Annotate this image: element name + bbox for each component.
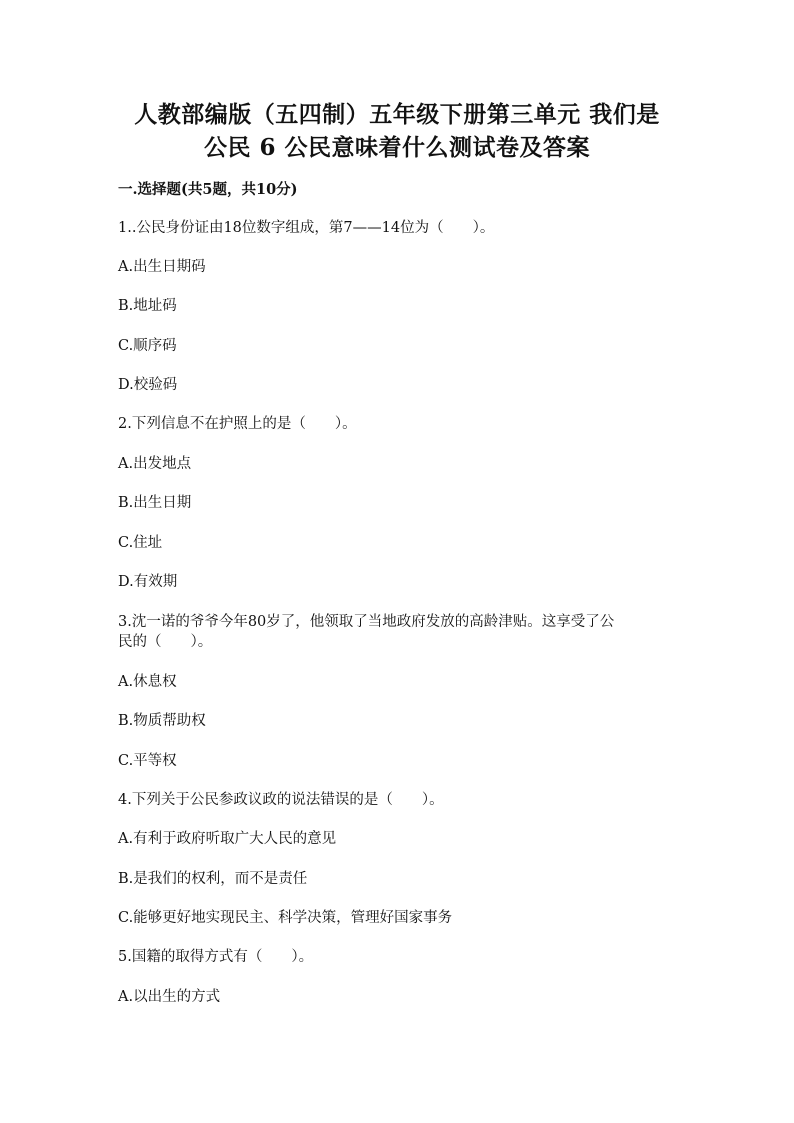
question-2-stem: 2.下列信息不在护照上的是（ ）。	[118, 416, 357, 432]
question-4-option-b: B.是我们的权利，而不是责任	[118, 871, 308, 887]
question-2-option-b: B.出生日期	[118, 495, 192, 511]
question-1-option-c: C.顺序码	[118, 338, 177, 354]
section-heading: 一.选择题(共5题，共10分)	[118, 181, 298, 198]
question-1-option-a: A.出生日期码	[118, 259, 206, 275]
question-2-option-d: D.有效期	[118, 574, 178, 590]
question-4-stem: 4.下列关于公民参政议政的说法错误的是（ ）。	[118, 792, 444, 808]
question-2-option-a: A.出发地点	[118, 456, 192, 472]
question-4-option-c: C.能够更好地实现民主、科学决策，管理好国家事务	[118, 910, 453, 926]
question-3-option-a: A.休息权	[118, 674, 177, 690]
question-4-option-a: A.有利于政府听取广大人民的意见	[118, 831, 337, 847]
question-1-stem: 1..公民身份证由18位数字组成，第7——14位为（ ）。	[118, 220, 495, 236]
question-1-option-b: B.地址码	[118, 298, 177, 314]
question-1-option-d: D.校验码	[118, 377, 178, 393]
question-5-option-a: A.以出生的方式	[118, 989, 221, 1005]
question-3-stem-line-2: 民的（ ）。	[118, 634, 213, 650]
question-3-option-c: C.平等权	[118, 753, 177, 769]
document-title-line-1: 人教部编版（五四制）五年级下册第三单元 我们是	[134, 101, 660, 128]
question-3-stem-line-1: 3.沈一诺的爷爷今年80岁了，他领取了当地政府发放的高龄津贴。这享受了公	[118, 614, 615, 630]
question-2-option-c: C.住址	[118, 535, 163, 551]
question-3-option-b: B.物质帮助权	[118, 713, 206, 729]
document-title-line-2: 公民 6 公民意味着什么测试卷及答案	[203, 134, 591, 161]
question-5-stem: 5.国籍的取得方式有（ ）。	[118, 949, 314, 965]
